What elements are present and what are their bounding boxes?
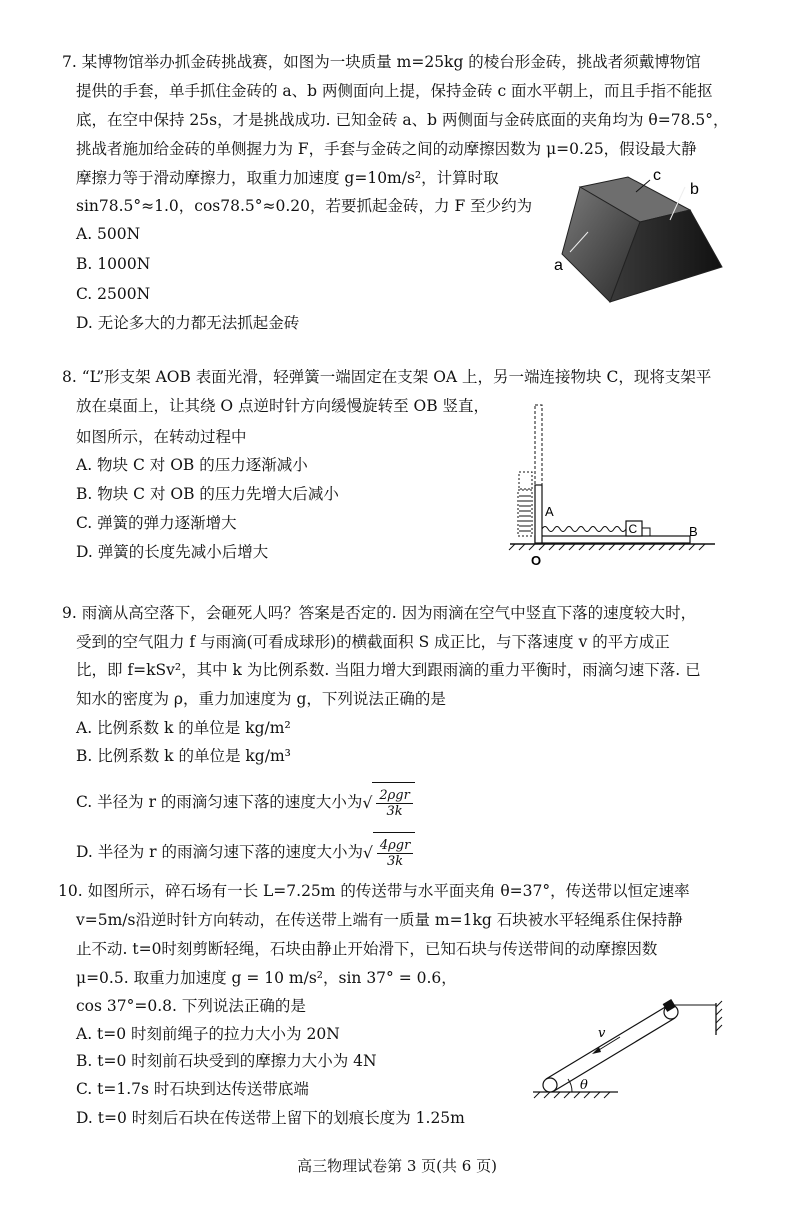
sqrt-sign: √ <box>363 844 373 862</box>
q9-option-c <box>76 782 415 820</box>
support-label-a: A <box>545 504 554 519</box>
support-label-o: O <box>531 553 542 568</box>
conveyor-belt-figure <box>528 995 728 1110</box>
q9-option-c-numerator: 2ρgr <box>376 788 412 804</box>
q10-option-b: B. t=0 时刻前石块受到的摩擦力大小为 4N <box>76 1052 377 1070</box>
q9-line-3: 比，即 f=kSv²，其中 k 为比例系数. 当阻力增大到跟雨滴的重力平衡时，雨滴匀速下落. 已 <box>76 661 701 679</box>
q9-option-a: A. 比例系数 k 的单位是 kg/m² <box>76 719 291 737</box>
l-support-figure <box>505 400 720 570</box>
belt-label-theta: θ <box>580 1078 588 1093</box>
support-label-c: C <box>628 522 638 536</box>
q7-line-5: 摩擦力等于滑动摩擦力，取重力加速度 g=10m/s²，计算时取 <box>76 169 499 187</box>
q9-line-4: 知水的密度为 ρ，重力加速度为 g，下列说法正确的是 <box>76 690 446 708</box>
page-footer: 高三物理试卷第 3 页(共 6 页) <box>297 1157 497 1175</box>
q9-line-1: 9. 雨滴从高空落下，会砸死人吗？答案是否定的. 因为雨滴在空气中竖直下落的速度较大时， <box>62 604 697 622</box>
q9-option-c-text: C. 半径为 r 的雨滴匀速下落的速度大小为 <box>76 793 363 811</box>
q10-line-1: 10. 如图所示，碎石场有一长 L=7.25m 的传送带与水平面夹角 θ=37°，传送带以恒定速率 <box>58 882 690 900</box>
q8-option-d: D. 弹簧的长度先减小后增大 <box>76 543 269 561</box>
q7-line-1: 7. 某博物馆举办抓金砖挑战赛，如图为一块质量 m=25kg 的棱台形金砖，挑战者须戴博物馆 <box>62 53 701 71</box>
q9-option-b: B. 比例系数 k 的单位是 kg/m³ <box>76 747 291 765</box>
q7-line-2: 提供的手套，单手抓住金砖的 a、b 两侧面向上提，保持金砖 c 面水平朝上，而且手指不能抠 <box>76 82 713 100</box>
q10-line-2: v=5m/s沿逆时针方向转动，在传送带上端有一质量 m=1kg 石块被水平轻绳系住保持静 <box>76 911 683 929</box>
brick-label-b: b <box>690 181 699 198</box>
q7-option-b: B. 1000N <box>76 255 151 273</box>
brick-label-c: c <box>653 167 661 184</box>
q9-option-d-denominator: 3k <box>387 853 404 869</box>
q7-line-6: sin78.5°≈1.0，cos78.5°≈0.20，若要抓起金砖，力 F 至少约为 <box>76 197 533 215</box>
q8-line-1: 8. “L”形支架 AOB 表面光滑，轻弹簧一端固定在支架 OA 上，另一端连接物块 C，现将支架平 <box>62 368 712 386</box>
q7-option-c: C. 2500N <box>76 285 151 303</box>
q8-option-a: A. 物块 C 对 OB 的压力逐渐减小 <box>76 456 308 474</box>
q10-option-a: A. t=0 时刻前绳子的拉力大小为 20N <box>76 1025 340 1043</box>
support-label-b: B <box>689 524 698 539</box>
q9-option-c-denominator: 3k <box>386 803 403 819</box>
q7-option-d: D. 无论多大的力都无法抓起金砖 <box>76 314 300 332</box>
brick-label-a: a <box>554 257 563 274</box>
q8-line-2: 放在桌面上，让其绕 O 点逆时针方向缓慢旋转至 OB 竖直， <box>76 397 490 415</box>
q10-option-d: D. t=0 时刻后石块在传送带上留下的划痕长度为 1.25m <box>76 1109 465 1127</box>
gold-brick-figure <box>540 162 740 310</box>
sqrt-sign: √ <box>362 794 373 812</box>
q8-line-3: 如图所示，在转动过程中 <box>76 428 247 446</box>
q8-option-c: C. 弹簧的弹力逐渐增大 <box>76 514 237 532</box>
q9-option-d-text: D. 半径为 r 的雨滴匀速下落的速度大小为 <box>76 843 363 861</box>
q9-option-d <box>76 832 415 870</box>
q10-line-5: cos 37°=0.8. 下列说法正确的是 <box>76 997 306 1015</box>
q10-line-4: μ=0.5. 取重力加速度 g = 10 m/s²，sin 37° = 0.6， <box>76 969 457 987</box>
q7-option-a: A. 500N <box>76 225 141 243</box>
q7-line-3: 底，在空中保持 25s，才是挑战成功. 已知金砖 a、b 两侧面与金砖底面的夹角均为 θ=78.5°， <box>76 111 729 129</box>
q8-option-b: B. 物块 C 对 OB 的压力先增大后减小 <box>76 485 339 503</box>
q9-option-d-numerator: 4ρgr <box>377 838 413 854</box>
q9-line-2: 受到的空气阻力 f 与雨滴(可看成球形)的横截面积 S 成正比，与下落速度 v 的平方成正 <box>76 633 670 651</box>
q10-line-3: 止不动. t=0时刻剪断轻绳，石块由静止开始滑下，已知石块与传送带间的动摩擦因数 <box>76 940 658 958</box>
q10-option-c: C. t=1.7s 时石块到达传送带底端 <box>76 1080 309 1098</box>
belt-label-v: v <box>598 1026 606 1041</box>
q7-line-4: 挑战者施加给金砖的单侧握力为 F，手套与金砖之间的动摩擦因数为 μ=0.25，假设最大静 <box>76 140 697 158</box>
